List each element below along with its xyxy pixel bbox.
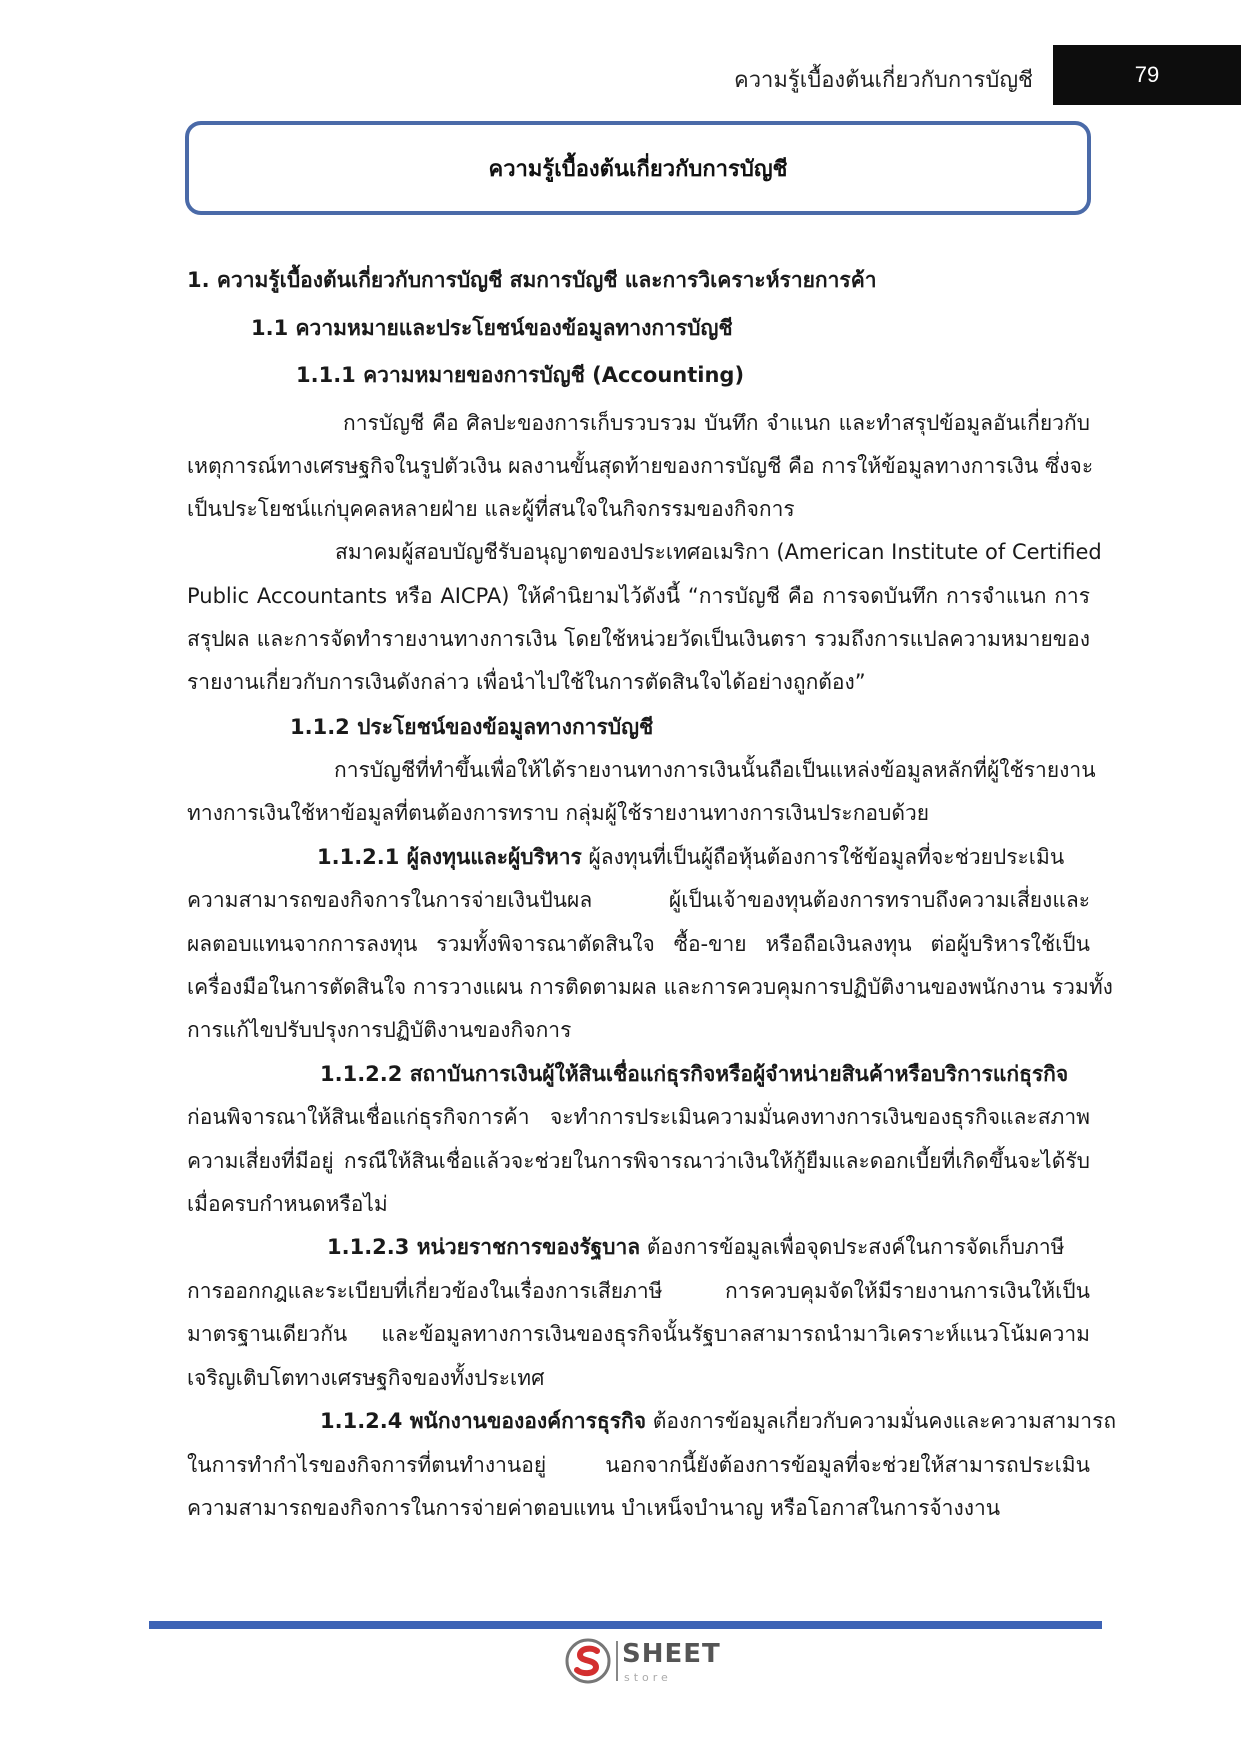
footer-bar: [149, 1621, 1102, 1629]
paragraph-line: ก่อนพิจารณาให้สินเชื่อแก่ธุรกิจการค้า จะทำการประเมินความมั่นคงทางการเงินของธุรกิจและสภาพ: [187, 1105, 1090, 1129]
paragraph-line: รายงานเกี่ยวกับการเงินดังกล่าว เพื่อนำไปใช้ในการตัดสินใจได้อย่างถูกต้อง”: [187, 670, 866, 694]
paragraph-line: เหตุการณ์ทางเศรษฐกิจในรูปตัวเงิน ผลงานขั้นสุดท้ายของการบัญชี คือ การให้ข้อมูลทางการเงิน ซึ่งจะ: [187, 454, 1094, 478]
paragraph-text: ต้องการข้อมูลเพื่อจุดประสงค์ในการจัดเก็บภาษี: [640, 1235, 1065, 1259]
paragraph-text: ต้องการข้อมูลเกี่ยวกับความมั่นคงและความสามารถ: [646, 1409, 1117, 1433]
paragraph-line: เมื่อครบกำหนดหรือไม่: [187, 1192, 388, 1216]
running-header: ความรู้เบื้องต้นเกี่ยวกับการบัญชี: [733, 68, 1033, 93]
logo-divider: [616, 1641, 618, 1681]
heading-section-1-1-1: 1.1.1 ความหมายของการบัญชี (Accounting): [296, 363, 745, 387]
paragraph-line: สมาคมผู้สอบบัญชีรับอนุญาตของประเทศอเมริกา (American Institute of Certified: [335, 540, 1102, 564]
subheading-1-1-2-4: 1.1.2.4 พนักงานขององค์การธุรกิจ: [320, 1409, 647, 1433]
paragraph-line: Public Accountants หรือ AICPA) ให้คำนิยามไว้ดังนี้ “การบัญชี คือ การจดบันทึก การจำแนก การ: [187, 584, 1090, 608]
paragraph-line: [320, 1399, 1117, 1443]
logo-text: SHEET: [622, 1639, 721, 1669]
sheet-store-logo-icon: [564, 1637, 612, 1685]
subheading-1-1-2-2: 1.1.2.2 สถาบันการเงินผู้ให้สินเชื่อแก่ธุรกิจหรือผู้จำหน่ายสินค้าหรือบริการแก่ธุรกิจ: [320, 1062, 1069, 1086]
paragraph-text: ผู้ลงทุนที่เป็นผู้ถือหุ้นต้องการใช้ข้อมูลที่จะช่วยประเมิน: [581, 845, 1065, 869]
page-number-box: [1053, 45, 1241, 105]
paragraph-line: ในการทำกำไรของกิจการที่ตนทำงานอยู่ นอกจากนี้ยังต้องการข้อมูลที่จะช่วยให้สามารถประเมิน: [187, 1453, 1090, 1477]
paragraph-line: การออกกฎและระเบียบที่เกี่ยวข้องในเรื่องการเสียภาษี การควบคุมจัดให้มีรายงานการเงินให้เป็น: [187, 1279, 1090, 1303]
paragraph-line: [327, 1225, 1090, 1269]
logo-subtext: store: [624, 1671, 672, 1684]
paragraph-line: [317, 835, 1090, 879]
paragraph-line: การบัญชีที่ทำขึ้นเพื่อให้ได้รายงานทางการเงินนั้นถือเป็นแหล่งข้อมูลหลักที่ผู้ใช้รายงาน: [334, 758, 1096, 782]
heading-section-1-1: 1.1 ความหมายและประโยชน์ของข้อมูลทางการบัญชี: [251, 316, 733, 340]
paragraph-line: การบัญชี คือ ศิลปะของการเก็บรวบรวม บันทึก จำแนก และทำสรุปข้อมูลอันเกี่ยวกับ: [343, 411, 1090, 435]
paragraph-line: มาตรฐานเดียวกัน และข้อมูลทางการเงินของธุรกิจนั้นรัฐบาลสามารถนำมาวิเคราะห์แนวโน้มความ: [187, 1322, 1090, 1346]
paragraph-line: การแก้ไขปรับปรุงการปฏิบัติงานของกิจการ: [187, 1018, 572, 1042]
heading-section-1-1-2: 1.1.2 ประโยชน์ของข้อมูลทางการบัญชี: [290, 715, 654, 739]
footer-logo: [564, 1637, 721, 1687]
paragraph-line: ผลตอบแทนจากการลงทุน รวมทั้งพิจารณาตัดสินใจ ซื้อ-ขาย หรือถือเงินลงทุน ต่อผู้บริหารใช้เป็น: [187, 932, 1090, 956]
paragraph-line: เครื่องมือในการตัดสินใจ การวางแผน การติดตามผล และการควบคุมการปฏิบัติงานของพนักงาน รวมทั้ง: [187, 975, 1113, 999]
paragraph-line: ความเสี่ยงที่มีอยู่ กรณีให้สินเชื่อแล้วจะช่วยในการพิจารณาว่าเงินให้กู้ยืมและดอกเบี้ยที่เกิดขึ้นจะได้รับ: [187, 1149, 1090, 1173]
paragraph-line: สรุปผล และการจัดทำรายงานทางการเงิน โดยใช้หน่วยวัดเป็นเงินตรา รวมถึงการแปลความหมายของ: [187, 627, 1090, 651]
heading-section-1: 1. ความรู้เบื้องต้นเกี่ยวกับการบัญชี สมการบัญชี และการวิเคราะห์รายการค้า: [187, 268, 877, 292]
page-number: 79: [1134, 62, 1160, 87]
subheading-1-1-2-3: 1.1.2.3 หน่วยราชการของรัฐบาล: [327, 1235, 641, 1259]
paragraph-line: เจริญเติบโตทางเศรษฐกิจของทั้งประเทศ: [187, 1366, 545, 1390]
page-title: ความรู้เบื้องต้นเกี่ยวกับการบัญชี: [488, 156, 788, 182]
paragraph-line: ทางการเงินใช้หาข้อมูลที่ตนต้องการทราบ กลุ่มผู้ใช้รายงานทางการเงินประกอบด้วย: [187, 801, 930, 825]
paragraph-line: ความสามารถของกิจการในการจ่ายเงินปันผล ผู้เป็นเจ้าของทุนต้องการทราบถึงความเสี่ยงและ: [187, 888, 1090, 912]
paragraph-line: ความสามารถของกิจการในการจ่ายค่าตอบแทน บำเหน็จบำนาญ หรือโอกาสในการจ้างงาน: [187, 1496, 1001, 1520]
subheading-1-1-2-1: 1.1.2.1 ผู้ลงทุนและผู้บริหาร: [317, 845, 582, 869]
title-box: [185, 121, 1091, 215]
paragraph-line: เป็นประโยชน์แก่บุคคลหลายฝ่าย และผู้ที่สนใจในกิจกรรมของกิจการ: [187, 497, 795, 521]
